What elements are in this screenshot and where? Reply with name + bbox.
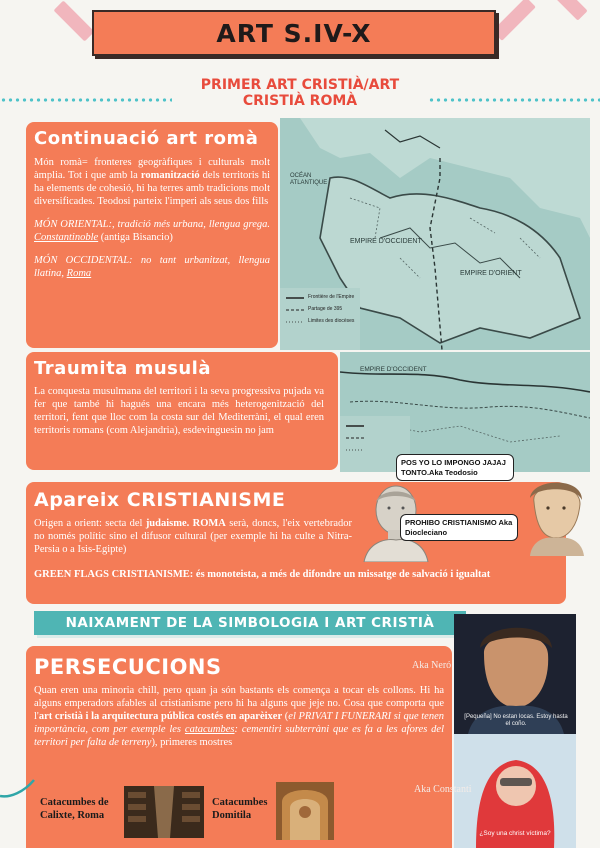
photo-constanti-meme [454,734,576,848]
section-paragraph: MÓN ORIENTAL:, tradició més urbana, llengua grega. Constantinoble (antiga Bisancio) [34,219,270,243]
page-title: ART S.IV-X [216,18,372,48]
section-heading: Traumita musulà [34,358,211,379]
green-flags-text: GREEN FLAGS CRISTIANISME: és monoteista, a més de difondre un missatge de salvació i igualtat [34,569,491,580]
section-cristianisme [26,482,566,604]
section-paragraph: MÓN OCCIDENTAL: no tant urbanitzat, llengua llatina, Roma [34,255,270,279]
caption-calixte: Catacumbes de Calixte, Roma [40,797,109,821]
section-paragraph: Origen a orient: secta del judaisme. ROMA serà, doncs, l'eix vertebrador no només polític sino el difusor cultural (per exemple hi ha culte a Nitra-Persia o a Isis-Egipte) [34,518,352,555]
page-subtitle: PRIMER ART CRISTIÀ/ART CRISTIÀ ROMÀ [200,77,400,109]
decor-dots [0,97,172,103]
speech-bubble-teodosio: POS YO LO IMPONGO JAJAJ TONTO.Aka Teodosio [396,454,514,481]
constanti-subtitle: ¿Soy una christ víctima? [479,830,551,837]
decor-tape [492,0,536,41]
map-legend-item: Limites des diocèses [308,318,355,324]
map-label-occident: EMPIRE D'OCCIDENT [360,366,427,373]
section-traumita [26,352,338,470]
aka-nero: Aka Neró [412,660,452,671]
section-heading: Apareix CRISTIANISME [34,489,286,511]
decor-tape [53,0,94,41]
section-banner [34,611,466,635]
decor-tape [552,0,587,21]
section-heading: Continuació art romà [34,128,259,149]
section-paragraph: La conquesta musulmana del territori i la seva progressiva pujada va fer que també hi hagués una encara més heterogenització del territori, fent que lloc com la costa sur del Mediterràni, el qual eren territoris romans (com Alejandria), esdevinguesin no jam [34,386,324,436]
section-paragraph: Quan eren una minoria chill, pero quan ja són bastants els comença a tocar els collons. Hi ha alguns emperadors afables al cristianisme pero hi ha alguns que jeje no. Cosa que comporta que l'art cristià i la arquitectura pública costés en aparèixer (el PRIVAT I FUNERARI si que tenen importància, com per exemple les catacumbes: cementiri subterràni que es fa a les afores del territori per falta de terreny), primeres mostres [34,685,445,748]
speech-bubble-diocleciano: PROHIBO CRISTIANISMO Aka Diocleciano [400,514,518,541]
photo-nero-meme [454,614,576,734]
section-heading: PERSECUCIONS [34,655,222,679]
section-continuacio [26,122,278,348]
decor-dots [428,97,600,103]
section-paragraph: Món romà= fronteres geogràfiques i culturals molt àmplia. Tot i que amb la romanització dels territoris hi ha elements de cohesió, hi ha terres amb tradicions molt diversificades. Teodosi parteix l'imperi als seus dos fills [34,157,270,207]
diocleciano-portrait [520,474,592,556]
photo-catacomb-calixte [124,786,204,838]
map-roman-empire [280,118,590,350]
banner-title: NAIXAMENT DE LA SIMBOLOGIA I ART CRISTIÀ [65,615,435,631]
photo-catacomb-domitila [276,782,334,840]
map-label-orient: EMPIRE D'ORIENT [460,270,522,277]
nero-subtitle: [Pequeña] No estan locas. Estoy hasta el coño. [464,714,568,727]
decor-curve [0,770,40,800]
map-legend-item: Frontière de l'Empire [308,294,355,300]
map-label-occident: EMPIRE D'OCCIDENT [350,238,422,245]
map-legend-item: Partage de 395 [308,306,343,312]
aka-constanti: Aka Constanti [414,784,472,795]
map-label-atlantic: OCÉAN ATLANTIQUE [290,173,328,186]
title-banner [92,10,496,56]
caption-domitila: Catacumbes Domitila [212,797,268,821]
